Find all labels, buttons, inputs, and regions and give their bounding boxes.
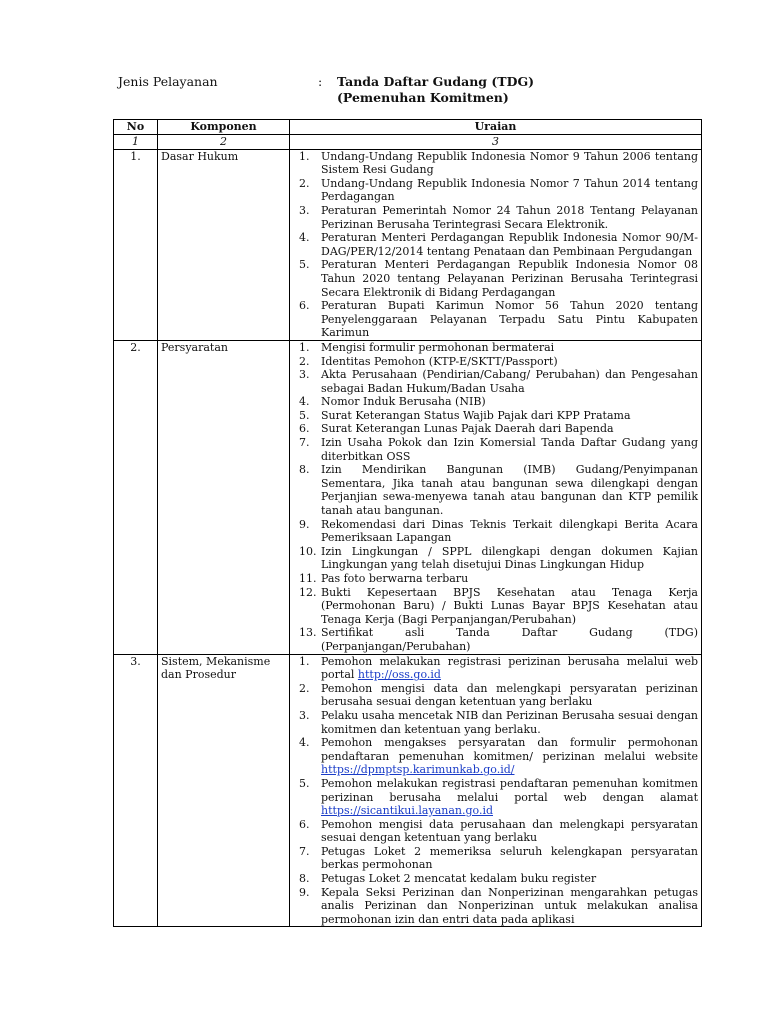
list-item-text: Pemohon melakukan registrasi perizinan berusaha melalui web portal — [321, 654, 698, 682]
list-item-number: 4. — [299, 395, 310, 409]
list-item-number: 3. — [299, 368, 310, 382]
uraian-list — [293, 341, 698, 654]
service-title-line1: Tanda Daftar Gudang (TDG) — [337, 74, 535, 89]
list-item-number: 4. — [299, 736, 310, 750]
list-item-text: Peraturan Menteri Perdagangan Republik Indonesia Nomor 08 Tahun 2020 tentang Pelayanan Perizinan Berusaha Terintegrasi Secara Elektronik di Bidang Perdagangan — [321, 258, 698, 299]
row-uraian — [290, 149, 702, 340]
list-item-text: Surat Keterangan Lunas Pajak Daerah dari Bapenda — [321, 422, 614, 436]
url-link[interactable]: https://dpmptsp.karimunkab.go.id/ — [321, 763, 515, 777]
list-item-number: 7. — [299, 844, 310, 858]
uraian-list — [293, 655, 698, 927]
row-uraian — [290, 340, 702, 654]
list-item-number: 1. — [299, 340, 310, 354]
list-item — [293, 422, 698, 436]
list-item — [293, 655, 698, 682]
list-item-number: 9. — [299, 517, 310, 531]
url-link[interactable]: https://sicantikui.layanan.go.id — [321, 804, 493, 818]
list-item — [293, 845, 698, 872]
row-number: 2. — [114, 340, 158, 654]
uraian-list — [293, 150, 698, 340]
url-link[interactable]: http://oss.go.id — [357, 668, 441, 682]
list-item — [293, 736, 698, 777]
list-item-number: 5. — [299, 258, 310, 272]
list-item-text: Peraturan Menteri Perdagangan Republik Indonesia Nomor 90/M-DAG/PER/12/2014 tentang Penataan dan Pembinaan Pergudangan — [321, 231, 698, 258]
list-item-text: Kepala Seksi Perizinan dan Nonperizinan mengarahkan petugas analis Perizinan dan Nonperizinan untuk melakukan analisa permohonan izin dan entri data pada aplikasi — [321, 885, 698, 926]
list-item — [293, 204, 698, 231]
list-item-text: Rekomendasi dari Dinas Teknis Terkait dilengkapi Berita Acara Pemeriksaan Lapangan — [321, 517, 698, 545]
list-item-number: 9. — [299, 885, 310, 899]
list-item — [293, 355, 698, 369]
header-komponen: Komponen — [158, 120, 290, 135]
list-item-text: Pemohon mengisi data perusahaan dan melengkapi persyaratan sesuai dengan ketentuan yang berlaku — [321, 817, 698, 845]
list-item — [293, 709, 698, 736]
column-number-2: 2 — [158, 135, 290, 150]
list-item-text: Nomor Induk Berusaha (NIB) — [321, 395, 486, 409]
list-item-number: 8. — [299, 872, 310, 886]
service-table — [113, 119, 702, 927]
list-item-text: Pemohon mengakses persyaratan dan formulir permohonan pendaftaran pemenuhan komitmen/ perizinan melalui website — [321, 736, 698, 763]
list-item-text: Peraturan Pemerintah Nomor 24 Tahun 2018 Tentang Pelayanan Perizinan Berusaha Terintegrasi Secara Elektronik. — [321, 203, 698, 231]
list-item-text: Pas foto berwarna terbaru — [321, 572, 469, 585]
list-item-text: Peraturan Bupati Karimun Nomor 56 Tahun 2020 tentang Penyelenggaraan Pelayanan Terpadu Satu Pintu Kabupaten Karimun — [321, 299, 698, 340]
list-item — [293, 872, 698, 886]
list-item-number: 13. — [299, 626, 317, 640]
list-item-number: 5. — [299, 776, 310, 790]
list-item-number: 1. — [299, 654, 310, 668]
list-item-number: 4. — [299, 231, 310, 245]
list-item-number: 5. — [299, 408, 310, 422]
list-item-text: Akta Perusahaan (Pendirian/Cabang/ Perubahan) dan Pengesahan sebagai Badan Hukum/Badan Usaha — [321, 368, 698, 395]
table-body — [114, 149, 702, 927]
list-item-text: Pemohon mengisi data dan melengkapi persyaratan perizinan berusaha sesuai dengan ketentuan yang berlaku — [321, 681, 698, 709]
list-item-number: 6. — [299, 817, 310, 831]
list-item-text: Sertifikat asli Tanda Daftar Gudang (TDG) (Perpanjangan/Perubahan) — [321, 626, 698, 653]
list-item-text: Pemohon melakukan registrasi pendaftaran pemenuhan komitmen perizinan berusaha melalui portal web dengan alamat — [321, 776, 698, 804]
service-title-line2: (Pemenuhan Komitmen) — [337, 90, 509, 105]
list-item — [293, 682, 698, 709]
row-uraian — [290, 654, 702, 927]
list-item-text: Izin Usaha Pokok dan Izin Komersial Tanda Daftar Gudang yang diterbitkan OSS — [321, 436, 698, 463]
list-item-text: Undang-Undang Republik Indonesia Nomor 7 Tahun 2014 tentang Perdagangan — [321, 176, 698, 204]
list-item-text: Pelaku usaha mencetak NIB dan Perizinan Berusaha sesuai dengan komitmen dan ketentuan yang berlaku. — [321, 708, 698, 736]
list-item-text: Petugas Loket 2 mencatat kedalam buku register — [321, 872, 597, 886]
table-header-row — [114, 120, 702, 135]
service-type-label: Jenis Pelayanan — [118, 74, 218, 89]
list-item-text: Mengisi formulir permohonan bermaterai — [321, 340, 555, 354]
list-item — [293, 818, 698, 845]
list-item-number: 2. — [299, 354, 310, 368]
row-komponen: Dasar Hukum — [158, 149, 290, 340]
list-item-number: 6. — [299, 422, 310, 436]
table-row — [114, 340, 702, 654]
list-item — [293, 368, 698, 395]
list-item — [293, 777, 698, 818]
header-uraian: Uraian — [290, 120, 702, 135]
list-item-number: 12. — [299, 585, 317, 599]
list-item — [293, 436, 698, 463]
list-item-number: 1. — [299, 149, 310, 163]
list-item-text: Petugas Loket 2 memeriksa seluruh kelengkapan persyaratan berkas permohonan — [321, 844, 698, 872]
header-no: No — [114, 120, 158, 135]
list-item — [293, 258, 698, 299]
table-row — [114, 149, 702, 340]
list-item — [293, 545, 698, 572]
row-number: 1. — [114, 149, 158, 340]
list-item — [293, 150, 698, 177]
column-number-1: 1 — [114, 135, 158, 150]
list-item — [293, 231, 698, 258]
list-item-number: 8. — [299, 463, 310, 477]
list-item — [293, 177, 698, 204]
list-item-number: 6. — [299, 299, 310, 313]
column-number-row — [114, 135, 702, 150]
list-item — [293, 586, 698, 627]
list-item-number: 11. — [299, 572, 317, 585]
row-komponen: Sistem, Mekanisme dan Prosedur — [158, 654, 290, 927]
list-item-text: Identitas Pemohon (KTP-E/SKTT/Passport) — [321, 354, 558, 368]
list-item — [293, 886, 698, 927]
list-item — [293, 395, 698, 409]
list-item-number: 7. — [299, 436, 310, 450]
list-item-text: Izin Mendirikan Bangunan (IMB) Gudang/Penyimpanan Sementara, Jika tanah atau bangunan sewa dilengkapi dengan Perjanjian sewa-menyewa tanah atau bangunan dan KTP pemilik tanah atau bangunan. — [321, 463, 698, 518]
list-item — [293, 626, 698, 653]
table-row — [114, 654, 702, 927]
list-item-number: 2. — [299, 176, 310, 190]
list-item — [293, 299, 698, 340]
list-item-text: Surat Keterangan Status Wajib Pajak dari KPP Pratama — [321, 408, 631, 422]
list-item-number: 10. — [299, 544, 317, 558]
list-item — [293, 341, 698, 355]
list-item-number: 3. — [299, 708, 310, 722]
header-colon: : — [318, 74, 323, 89]
list-item-text: Izin Lingkungan / SPPL dilengkapi dengan dokumen Kajian Lingkungan yang telah disetujui Dinas Lingkungan Hidup — [321, 544, 698, 572]
list-item-number: 2. — [299, 681, 310, 695]
column-number-3: 3 — [290, 135, 702, 150]
list-item — [293, 518, 698, 545]
list-item-text: Bukti Kepesertaan BPJS Kesehatan atau Tenaga Kerja (Permohonan Baru) / Bukti Lunas Bayar BPJS Kesehatan atau Tenaga Kerja (Bagi Perpanjangan/Perubahan) — [321, 585, 698, 626]
list-item-number: 3. — [299, 203, 310, 217]
list-item-text: Undang-Undang Republik Indonesia Nomor 9 Tahun 2006 tentang Sistem Resi Gudang — [321, 149, 698, 177]
service-title — [337, 74, 534, 106]
list-item — [293, 463, 698, 517]
row-komponen: Persyaratan — [158, 340, 290, 654]
row-number: 3. — [114, 654, 158, 927]
list-item — [293, 572, 698, 586]
list-item — [293, 409, 698, 423]
